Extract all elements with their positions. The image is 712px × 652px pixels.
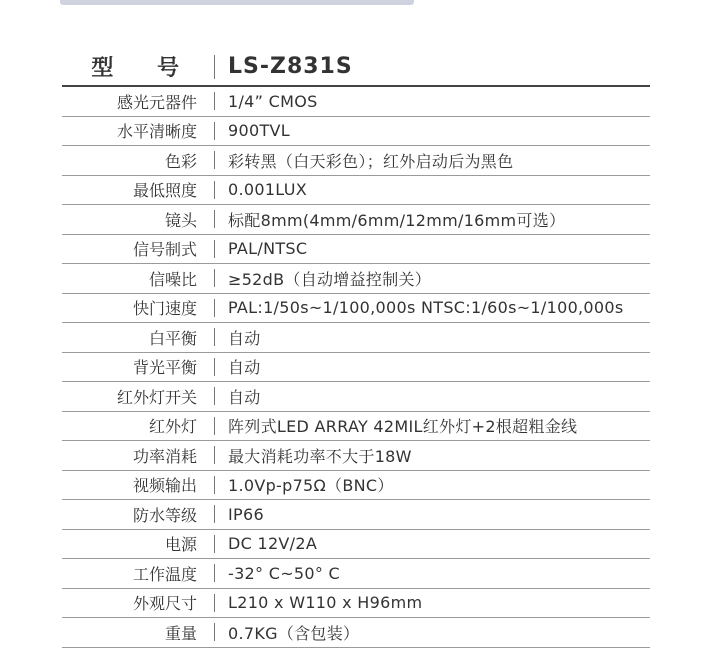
column-divider <box>214 181 215 199</box>
spec-value: PAL:1/50s~1/100,000s NTSC:1/60s~1/100,000s <box>228 298 624 318</box>
column-divider <box>214 122 215 140</box>
model-label: 型 号 <box>91 56 197 81</box>
column-divider <box>214 387 215 405</box>
spec-value: 自动 <box>228 328 261 348</box>
spec-row <box>62 382 650 412</box>
spec-row <box>62 441 650 471</box>
spec-row <box>62 412 650 442</box>
spec-label: 红外灯 <box>148 417 197 437</box>
column-divider <box>214 623 215 641</box>
spec-label: 工作温度 <box>132 564 197 584</box>
spec-value: 900TVL <box>228 121 290 141</box>
column-divider <box>214 505 215 523</box>
column-divider <box>214 269 215 287</box>
spec-label: 信号制式 <box>132 240 197 260</box>
spec-value: PAL/NTSC <box>228 239 308 259</box>
spec-label: 视频输出 <box>132 476 197 496</box>
spec-label: 最低照度 <box>132 181 197 201</box>
spec-label: 色彩 <box>164 151 197 171</box>
spec-row <box>62 530 650 560</box>
spec-label: 白平衡 <box>148 328 197 348</box>
column-divider <box>214 358 215 376</box>
top-decorative-bar <box>60 0 414 5</box>
spec-value: 1/4” CMOS <box>228 91 318 111</box>
model-row <box>62 48 650 87</box>
column-divider <box>214 55 215 79</box>
spec-label: 快门速度 <box>132 299 197 319</box>
model-value: LS-Z831S <box>228 54 353 79</box>
spec-label: 外观尺寸 <box>132 594 197 614</box>
spec-label: 功率消耗 <box>132 446 197 466</box>
spec-value: DC 12V/2A <box>228 534 318 554</box>
spec-row <box>62 117 650 147</box>
column-divider <box>214 240 215 258</box>
spec-row <box>62 471 650 501</box>
spec-row <box>62 323 650 353</box>
column-divider <box>214 417 215 435</box>
spec-label: 防水等级 <box>132 505 197 525</box>
column-divider <box>214 564 215 582</box>
spec-row <box>62 176 650 206</box>
spec-row <box>62 353 650 383</box>
spec-value: 0.001LUX <box>228 180 307 200</box>
spec-row <box>62 294 650 324</box>
spec-label: 镜头 <box>164 210 197 230</box>
spec-row <box>62 146 650 176</box>
spec-row <box>62 87 650 117</box>
spec-label: 感光元器件 <box>116 92 197 112</box>
spec-row <box>62 559 650 589</box>
spec-value: 自动 <box>228 358 261 378</box>
spec-value: ≥52dB（自动增益控制关） <box>228 269 432 289</box>
spec-value: 彩转黑（白天彩色）；红外启动后为黑色 <box>228 151 514 171</box>
column-divider <box>214 92 215 110</box>
spec-rows <box>62 87 650 648</box>
spec-row <box>62 264 650 294</box>
spec-label: 重量 <box>164 623 197 643</box>
column-divider <box>214 328 215 346</box>
spec-row <box>62 205 650 235</box>
spec-label: 水平清晰度 <box>116 122 197 142</box>
spec-row <box>62 618 650 648</box>
spec-label: 电源 <box>164 535 197 555</box>
spec-value: 标配8mm(4mm/6mm/12mm/16mm可选） <box>228 210 566 230</box>
column-divider <box>214 299 215 317</box>
spec-value: 最大消耗功率不大于18W <box>228 446 412 466</box>
column-divider <box>214 594 215 612</box>
spec-row <box>62 500 650 530</box>
column-divider <box>214 476 215 494</box>
column-divider <box>214 210 215 228</box>
spec-table <box>62 48 650 648</box>
spec-label: 背光平衡 <box>132 358 197 378</box>
spec-value: IP66 <box>228 504 264 524</box>
spec-value: -32° C~50° C <box>228 563 341 583</box>
spec-value: L210 x W110 x H96mm <box>228 593 423 613</box>
spec-value: 自动 <box>228 387 261 407</box>
column-divider <box>214 535 215 553</box>
spec-value: 1.0Vp-p75Ω（BNC） <box>228 476 394 496</box>
spec-row <box>62 589 650 619</box>
spec-label: 信噪比 <box>148 269 197 289</box>
spec-label: 红外灯开关 <box>116 387 197 407</box>
column-divider <box>214 151 215 169</box>
spec-value: 阵列式LED ARRAY 42MIL红外灯+2根超粗金线 <box>228 417 578 437</box>
column-divider <box>214 446 215 464</box>
spec-value: 0.7KG（含包装） <box>228 623 360 643</box>
spec-row <box>62 235 650 265</box>
